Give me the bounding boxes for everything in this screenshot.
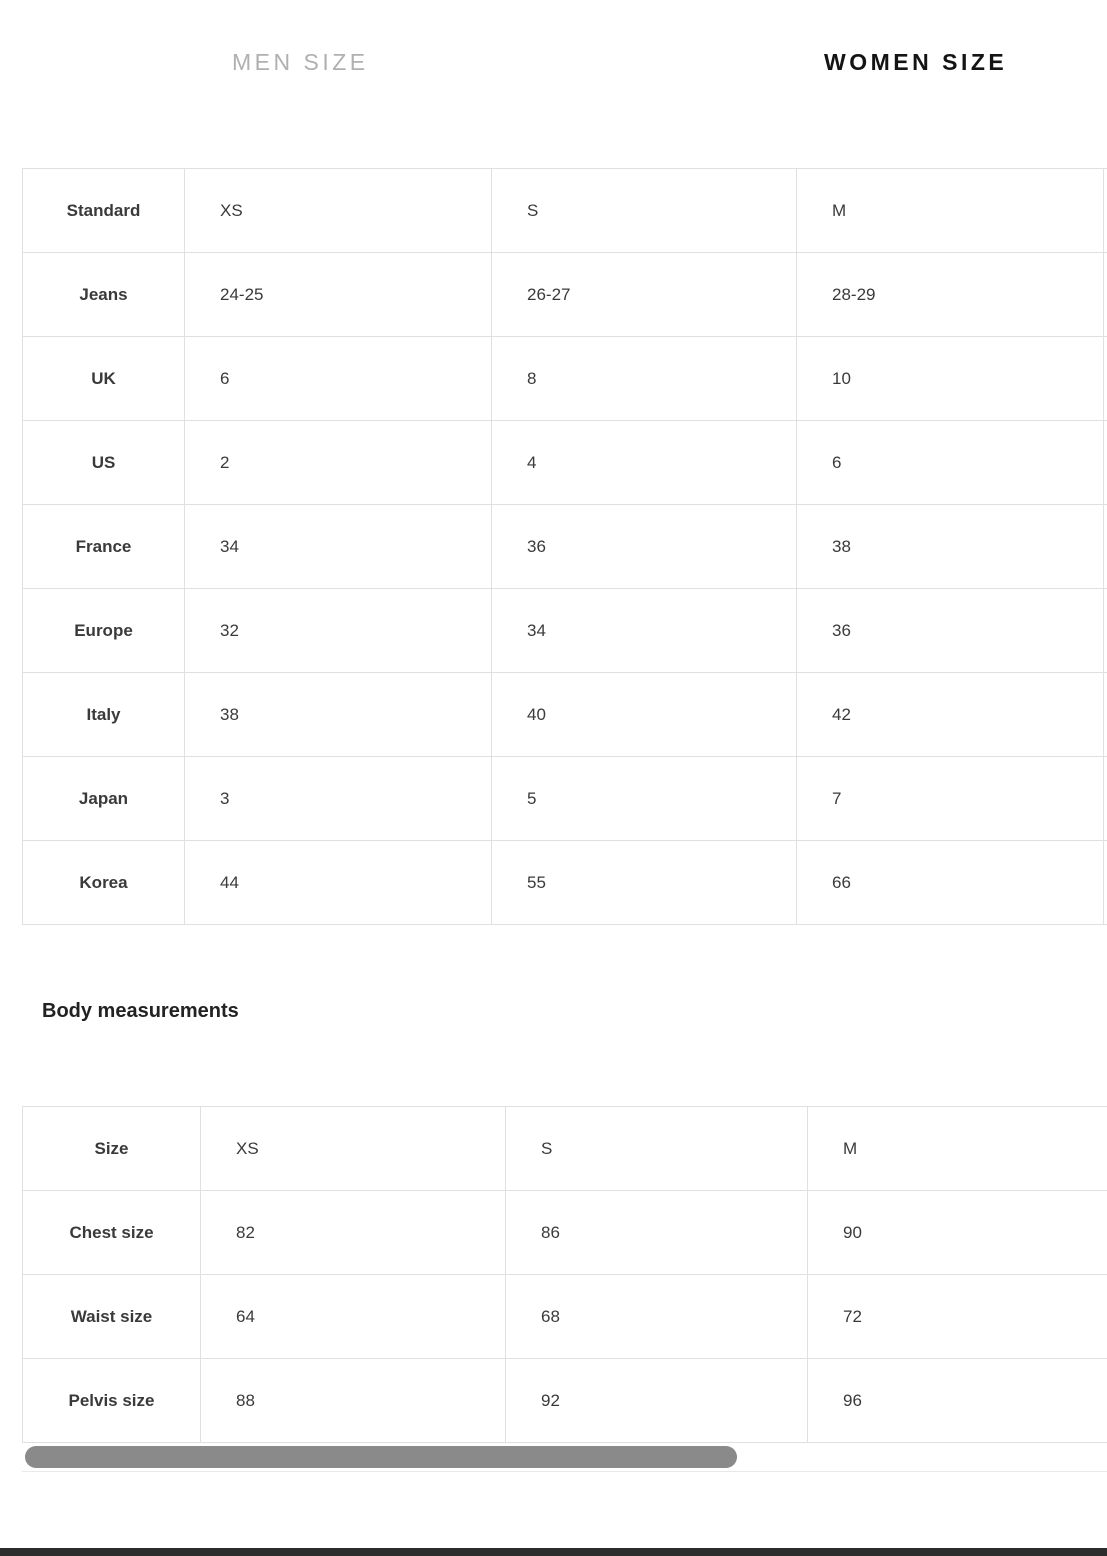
clipped-column-cell [1104,757,1107,841]
cell-value: 28-29 [797,253,1104,337]
cell-value: S [506,1107,808,1191]
cell-value: 38 [797,505,1104,589]
size-conversion-table [22,168,1107,925]
cell-value: 64 [201,1275,506,1359]
cell-value: M [797,169,1104,253]
size-tab-bar [0,0,1107,130]
clipped-column-cell [1104,589,1107,673]
cell-value: 72 [808,1275,1107,1359]
row-label: US [23,421,185,505]
cell-value: 44 [185,841,492,925]
row-label: UK [23,337,185,421]
cell-value: 40 [492,673,797,757]
table-row [23,169,1107,253]
cell-value: 36 [492,505,797,589]
cell-value: 36 [797,589,1104,673]
cell-value: 24-25 [185,253,492,337]
cell-value: 10 [797,337,1104,421]
table-row [23,505,1107,589]
cell-value: 90 [808,1191,1107,1275]
cell-value: 42 [797,673,1104,757]
row-label: Korea [23,841,185,925]
table-row [23,673,1107,757]
cell-value: 2 [185,421,492,505]
scrollbar-thumb[interactable] [25,1446,737,1468]
table-row [23,253,1107,337]
cell-value: 5 [492,757,797,841]
table-row [23,589,1107,673]
clipped-column-cell [1104,421,1107,505]
cell-value: 8 [492,337,797,421]
row-label: Standard [23,169,185,253]
cell-value: 96 [808,1359,1107,1443]
cell-value: 3 [185,757,492,841]
horizontal-scrollbar[interactable] [22,1446,1107,1472]
row-label: Size [23,1107,201,1191]
table-row [23,841,1107,925]
row-label: Europe [23,589,185,673]
row-label: Japan [23,757,185,841]
table-row [23,1191,1107,1275]
table-row [23,337,1107,421]
table-row [23,1359,1107,1443]
tab-women-size[interactable]: WOMEN SIZE [824,49,1008,75]
cell-value: 6 [797,421,1104,505]
table-row [23,421,1107,505]
cell-value: XS [185,169,492,253]
body-measurements-table [22,1106,1107,1443]
cell-value: 66 [797,841,1104,925]
cell-value: 92 [506,1359,808,1443]
clipped-column-cell [1104,169,1107,253]
body-measurements-heading: Body measurements [42,1000,239,1022]
cell-value: 34 [492,589,797,673]
body-measurements-scroll-area[interactable] [22,1106,1107,1443]
clipped-column-cell [1104,673,1107,757]
cell-value: 26-27 [492,253,797,337]
cell-value: 6 [185,337,492,421]
cell-value: 68 [506,1275,808,1359]
row-label: Jeans [23,253,185,337]
row-label: Chest size [23,1191,201,1275]
cell-value: 38 [185,673,492,757]
clipped-column-cell [1104,841,1107,925]
table-row [23,757,1107,841]
row-label: Waist size [23,1275,201,1359]
cell-value: M [808,1107,1107,1191]
cell-value: 32 [185,589,492,673]
bottom-bar [0,1548,1107,1556]
row-label: Pelvis size [23,1359,201,1443]
cell-value: 55 [492,841,797,925]
size-conversion-scroll-area[interactable] [22,168,1107,925]
cell-value: S [492,169,797,253]
cell-value: 86 [506,1191,808,1275]
tab-men-size[interactable]: MEN SIZE [232,49,369,75]
cell-value: 34 [185,505,492,589]
cell-value: 4 [492,421,797,505]
clipped-column-cell [1104,337,1107,421]
clipped-column-cell [1104,253,1107,337]
table-row [23,1107,1107,1191]
row-label: France [23,505,185,589]
cell-value: XS [201,1107,506,1191]
cell-value: 82 [201,1191,506,1275]
clipped-column-cell [1104,505,1107,589]
row-label: Italy [23,673,185,757]
cell-value: 88 [201,1359,506,1443]
cell-value: 7 [797,757,1104,841]
table-row [23,1275,1107,1359]
